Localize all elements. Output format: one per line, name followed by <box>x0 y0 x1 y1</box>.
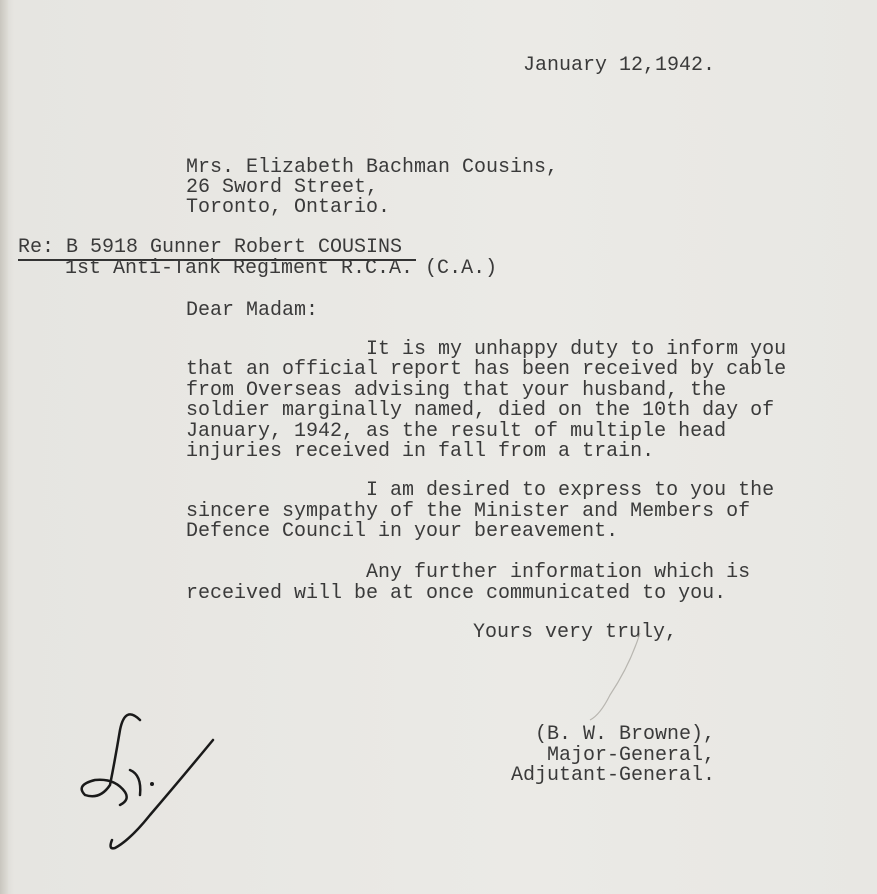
faint-signature-stroke <box>570 625 670 725</box>
body-line: sincere sympathy of the Minister and Members of <box>186 500 751 523</box>
salutation: Dear Madam: <box>186 299 319 322</box>
body-line: I am desired to express to you the <box>186 479 775 502</box>
body-line: January, 1942, as the result of multiple head <box>186 420 727 443</box>
signatory-office: Adjutant-General. <box>511 764 716 787</box>
signatory-name: (B. W. Browne), <box>535 723 716 746</box>
body-line: Defence Council in your bereavement. <box>186 520 619 543</box>
letter-date: January 12,1942. <box>523 54 716 77</box>
body-line: that an official report has been received by cable <box>186 358 787 381</box>
paper-edge <box>0 0 8 894</box>
signatory-title: Major-General, <box>547 744 716 767</box>
recipient-street: 26 Sword Street, <box>186 176 379 199</box>
recipient-name: Mrs. Elizabeth Bachman Cousins, <box>186 156 559 179</box>
subject-line: Re: B 5918 Gunner Robert COUSINS <box>18 238 416 261</box>
body-line: soldier marginally named, died on the 10th day of <box>186 399 775 422</box>
body-line: from Overseas advising that your husband, the <box>186 379 727 402</box>
subject-unit: 1st Anti-Tank Regiment R.C.A. (C.A.) <box>65 257 498 280</box>
body-line: It is my unhappy duty to inform you <box>186 338 787 361</box>
recipient-city: Toronto, Ontario. <box>186 196 391 219</box>
body-line: injuries received in fall from a train. <box>186 440 655 463</box>
closing: Yours very truly, <box>473 621 678 644</box>
body-line: received will be at once communicated to you. <box>186 582 727 605</box>
handwritten-initials <box>70 700 230 860</box>
body-line: Any further information which is <box>186 561 751 584</box>
